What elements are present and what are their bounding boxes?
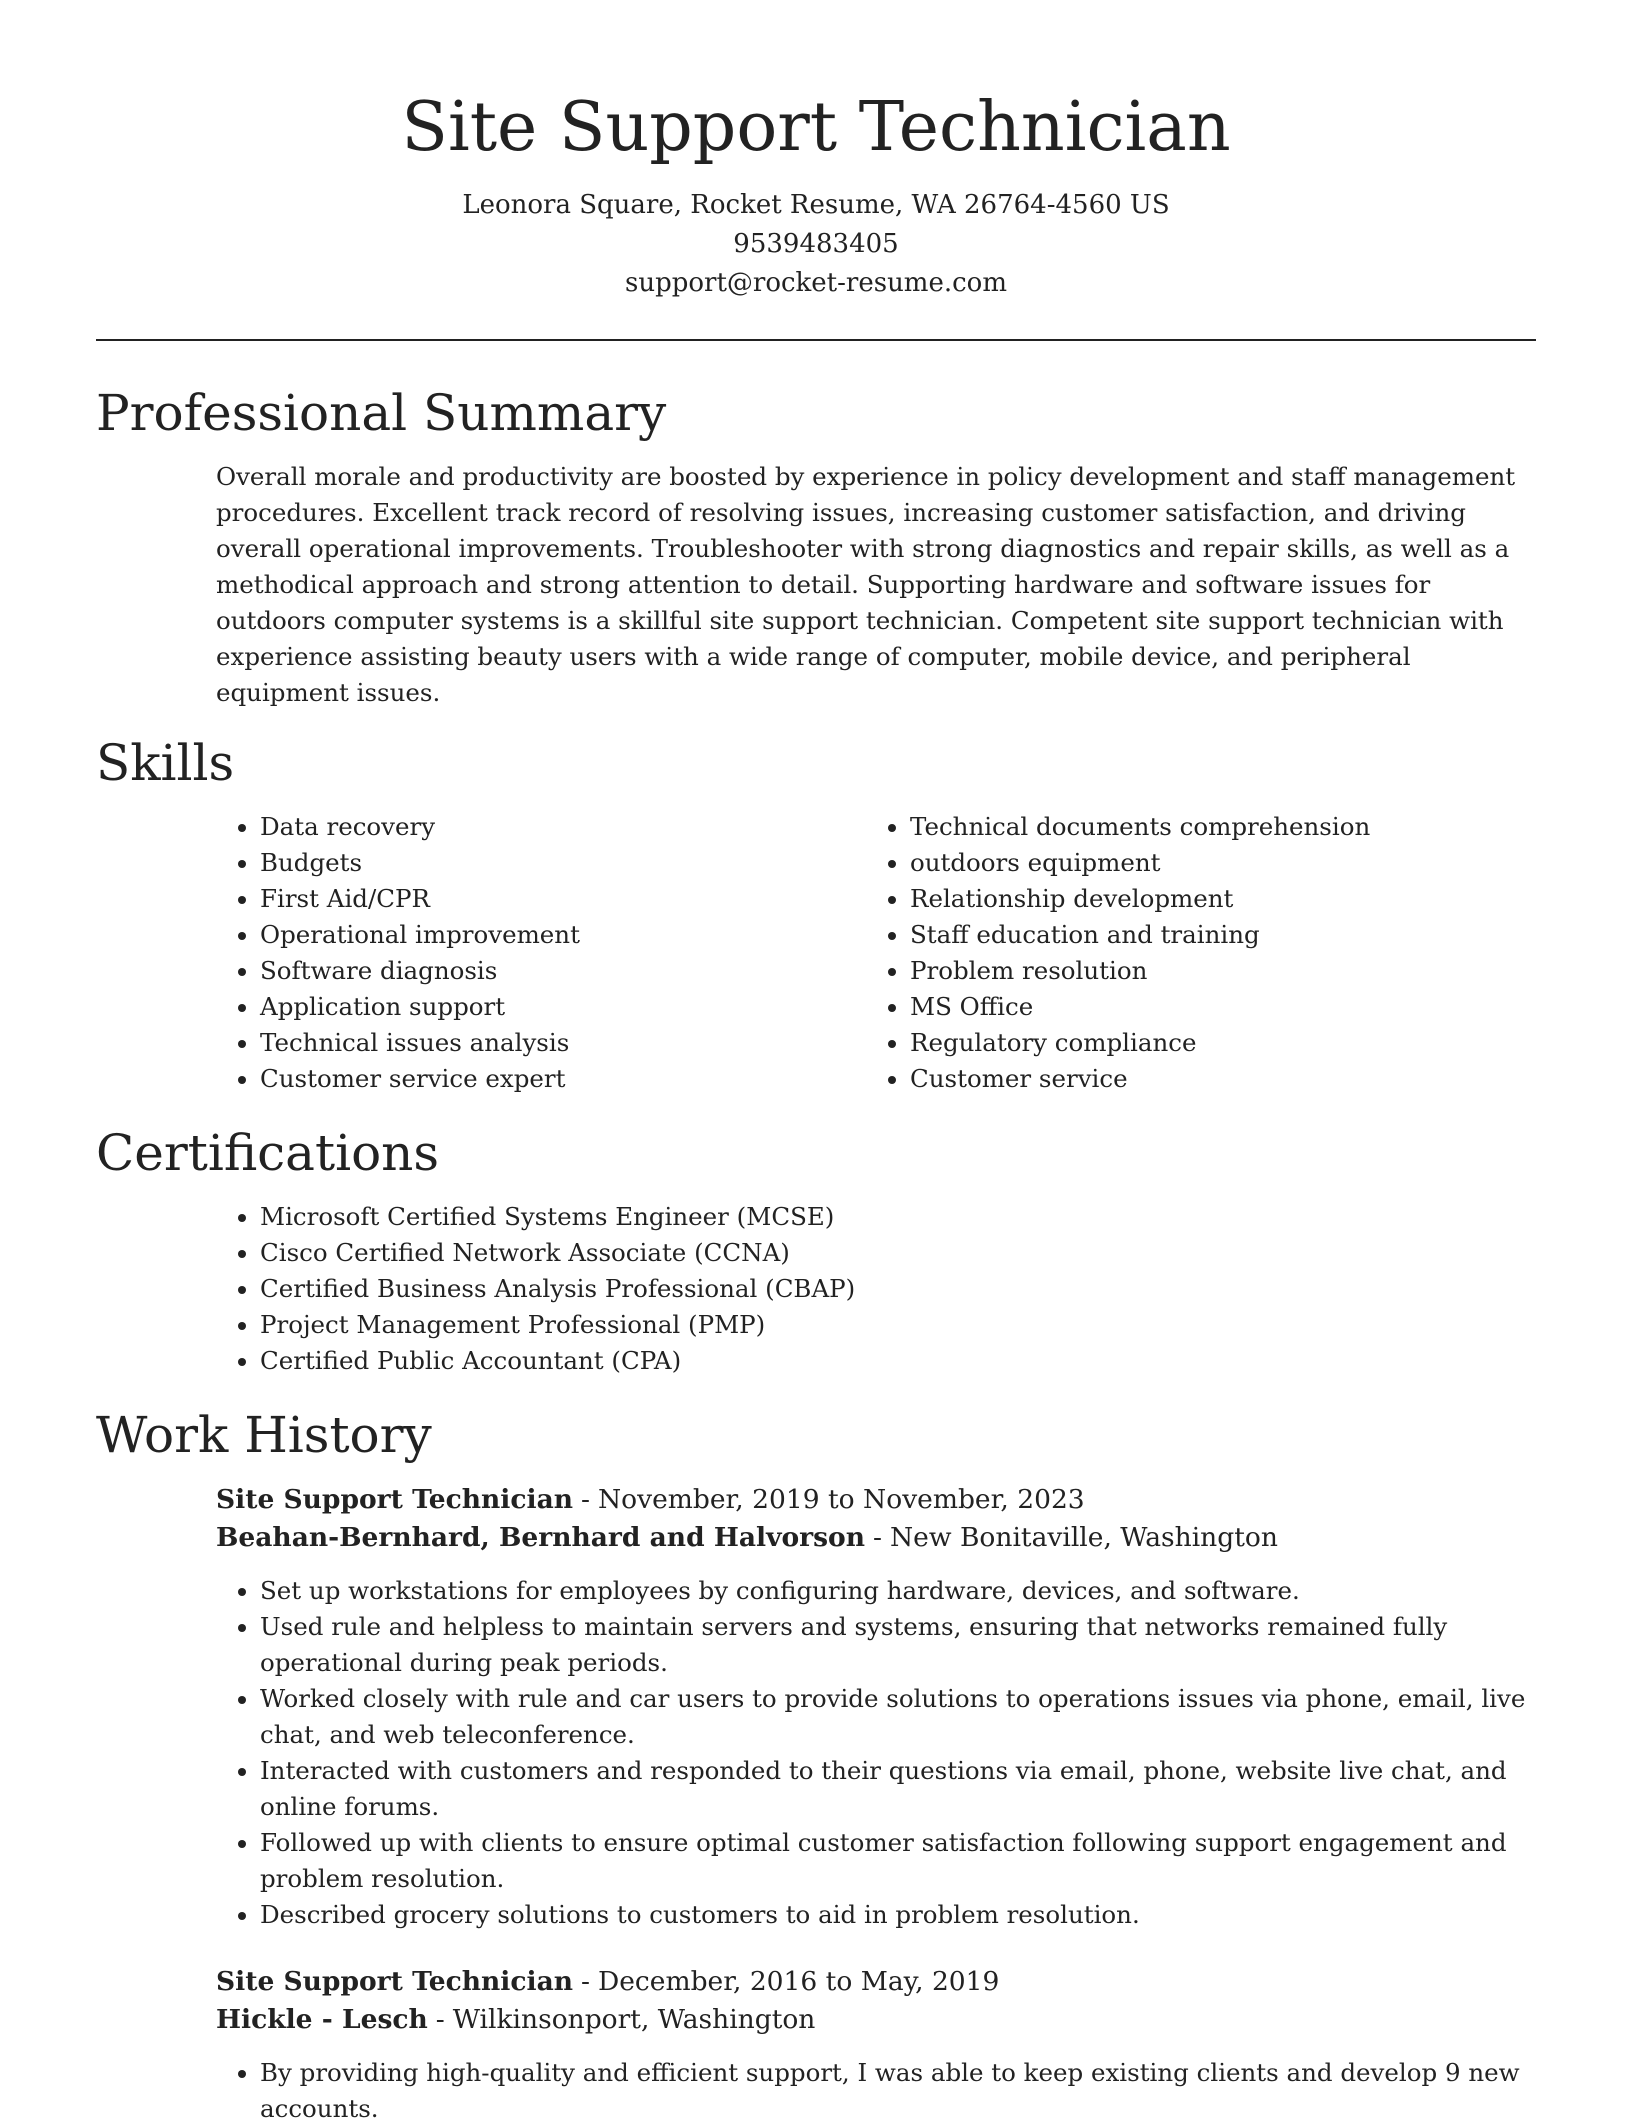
skill-item: • Data recovery xyxy=(260,809,866,845)
summary-text: Overall morale and productivity are boosted by experience in policy development and staff management procedures. Excellent track record of resolving issues, increasing customer satisfaction, and driving overall operational improvements. Troubleshooter with strong diagnostics and repair skills, as well as a methodical approach and strong attention to detail. Supporting hardware and software issues for outdoors computer systems is a skillful site support technician. Competent site support technician with experience assisting beauty users with a wide range of computer, mobile device, and peripheral equipment issues. xyxy=(216,462,1516,707)
summary-heading: Professional Summary xyxy=(96,384,667,442)
contact-email: support@rocket-resume.com xyxy=(624,268,1007,298)
job-title: Site Support Technician xyxy=(216,1484,574,1515)
skill-item: • Problem resolution xyxy=(910,953,1516,989)
work-history-heading: Work History xyxy=(96,1406,432,1464)
job-company: Beahan-Bernhard, Bernhard and Halvorson xyxy=(216,1522,866,1553)
skill-item: • Technical issues analysis xyxy=(260,1025,866,1061)
certifications-section xyxy=(216,1199,1536,1379)
skills-column-right xyxy=(866,809,1516,1097)
certification-item: • Certified Business Analysis Professional (CBAP) xyxy=(260,1271,1536,1307)
job-duty: • Described grocery solutions to customers to aid in problem resolution. xyxy=(260,1897,1536,1933)
job-duty: • By providing high-quality and efficient support, I was able to keep existing clients and develop 9 new accounts. xyxy=(260,2055,1536,2127)
job-company-line: Hickle - Lesch - Wilkinsonport, Washington xyxy=(216,2004,816,2035)
skills-list xyxy=(216,809,1536,1097)
job-duty: • Interacted with customers and responded to their questions via email, phone, website live chat, and online forums. xyxy=(260,1753,1536,1825)
skill-item: • Budgets xyxy=(260,845,866,881)
skills-heading: Skills xyxy=(96,734,235,792)
summary-section xyxy=(216,459,1536,711)
contact-address: Leonora Square, Rocket Resume, WA 26764-4560 US xyxy=(462,190,1170,220)
job-duties-list xyxy=(216,2055,1536,2127)
certification-item: • Cisco Certified Network Associate (CCNA) xyxy=(260,1235,1536,1271)
job-duty: • Followed up with clients to ensure optimal customer satisfaction following support engagement and problem resolution. xyxy=(260,1825,1536,1897)
job-location: New Bonitaville, Washington xyxy=(889,1522,1278,1553)
job-duty: • Worked closely with rule and car users to provide solutions to operations issues via phone, email, live chat, and web teleconference. xyxy=(260,1681,1536,1753)
contact-info xyxy=(96,186,1536,303)
resume-name: Site Support Technician xyxy=(401,88,1231,167)
job-dates: November, 2019 to November, 2023 xyxy=(597,1484,1085,1515)
job-company-line: Beahan-Bernhard, Bernhard and Halvorson - New Bonitaville, Washington xyxy=(216,1522,1278,1553)
skill-item: • MS Office xyxy=(910,989,1516,1025)
contact-phone: 9539483405 xyxy=(733,229,899,259)
skill-item: • Software diagnosis xyxy=(260,953,866,989)
skill-item: • Regulatory compliance xyxy=(910,1025,1516,1061)
certifications-list xyxy=(216,1199,1536,1379)
certification-item: • Certified Public Accountant (CPA) xyxy=(260,1343,1536,1379)
job-title-line: Site Support Technician - November, 2019 to November, 2023 xyxy=(216,1484,1085,1515)
skills-column-left xyxy=(216,809,866,1097)
certifications-heading: Certifications xyxy=(96,1124,440,1182)
job-location: Wilkinsonport, Washington xyxy=(452,2004,816,2035)
job-title-line: Site Support Technician - December, 2016 to May, 2019 xyxy=(216,1966,1000,1997)
skill-item: • Application support xyxy=(260,989,866,1025)
skill-item: • Staff education and training xyxy=(910,917,1516,953)
job-title: Site Support Technician xyxy=(216,1966,574,1997)
skill-item: • Customer service xyxy=(910,1061,1516,1097)
job-duty: • Used rule and helpless to maintain servers and systems, ensuring that networks remained fully operational during peak periods. xyxy=(260,1609,1536,1681)
job-duty: • Set up workstations for employees by configuring hardware, devices, and software. xyxy=(260,1573,1536,1609)
job-dates: December, 2016 to May, 2019 xyxy=(597,1966,1000,1997)
certification-item: • Project Management Professional (PMP) xyxy=(260,1307,1536,1343)
job-entry xyxy=(216,1481,1536,1933)
certification-item: • Microsoft Certified Systems Engineer (MCSE) xyxy=(260,1199,1536,1235)
skill-item: • First Aid/CPR xyxy=(260,881,866,917)
skill-item: • Technical documents comprehension xyxy=(910,809,1516,845)
skill-item: • Operational improvement xyxy=(260,917,866,953)
job-duties-list xyxy=(216,1573,1536,1933)
job-company: Hickle - Lesch xyxy=(216,2004,428,2035)
skill-item: • Relationship development xyxy=(910,881,1516,917)
header-divider xyxy=(96,339,1536,341)
job-entry xyxy=(216,1963,1536,2127)
resume-page xyxy=(96,0,1536,2127)
skill-item: • Customer service expert xyxy=(260,1061,866,1097)
skill-item: • outdoors equipment xyxy=(910,845,1516,881)
